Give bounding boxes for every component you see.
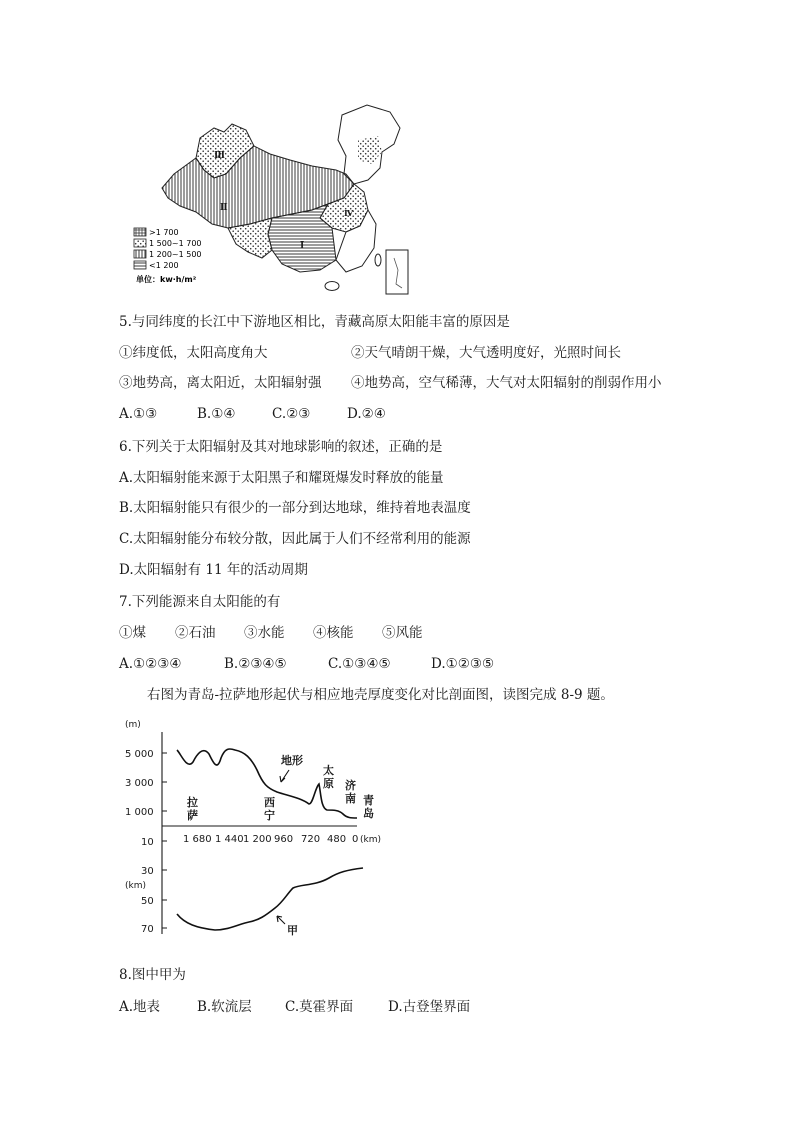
profile-x-tick-720: 720 bbox=[301, 834, 321, 845]
city-xining-1: 西 bbox=[264, 796, 275, 809]
profile-tick-10: 10 bbox=[141, 837, 154, 848]
profile-tick-70: 70 bbox=[141, 924, 154, 935]
q6-option-b[interactable]: B.太阳辐射能只有很少的一部分到达地球，维持着地表温度 bbox=[119, 500, 471, 516]
profile-tick-5000: 5 000 bbox=[125, 749, 154, 760]
profile-tick-50: 50 bbox=[141, 896, 154, 907]
qingdao-lasa-profile bbox=[125, 718, 395, 948]
q7-items bbox=[119, 624, 423, 642]
map-inset-box bbox=[386, 250, 408, 294]
profile-tick-1000: 1 000 bbox=[125, 807, 154, 818]
region-label-iii: Ⅲ bbox=[214, 151, 225, 161]
profile-x-tick-0: 0 bbox=[352, 834, 359, 845]
profile-x-tick-1440: 1 440 bbox=[215, 834, 244, 845]
city-qingdao-2: 岛 bbox=[363, 807, 374, 820]
q7-item-4: ④核能 bbox=[313, 625, 354, 641]
q5-option-c[interactable]: C.②③ bbox=[272, 406, 311, 422]
label-jia: 甲 bbox=[287, 924, 298, 937]
q6-option-c[interactable]: C.太阳辐射能分布较分散，因此属于人们不经常利用的能源 bbox=[119, 531, 471, 547]
q8-option-a[interactable]: A.地表 bbox=[119, 999, 161, 1015]
q5-statement-2: ②天气晴朗干燥，大气透明度好，光照时间长 bbox=[351, 345, 621, 361]
china-solar-radiation-map bbox=[132, 100, 412, 300]
city-lasa-2: 萨 bbox=[187, 809, 198, 822]
q7-option-a[interactable]: A.①②③④ bbox=[119, 656, 182, 672]
legend-item-2: 1 500~1 700 bbox=[149, 239, 202, 248]
q5-option-b[interactable]: B.①④ bbox=[197, 406, 236, 422]
profile-x-unit: (km) bbox=[360, 835, 382, 845]
q5-statements-row2 bbox=[119, 374, 662, 392]
q5-option-a[interactable]: A.①③ bbox=[119, 406, 158, 422]
city-jinan-2: 南 bbox=[345, 792, 356, 805]
q8-stem: 8.图中甲为 bbox=[119, 967, 186, 983]
q8-option-c[interactable]: C.莫霍界面 bbox=[285, 999, 354, 1015]
q6-option-d[interactable]: D.太阳辐射有 11 年的活动周期 bbox=[119, 562, 308, 578]
q7-options bbox=[119, 655, 494, 673]
q5-stem: 5.与同纬度的长江中下游地区相比，青藏高原太阳能丰富的原因是 bbox=[119, 314, 510, 330]
profile-tick-3000: 3 000 bbox=[125, 778, 154, 789]
q7-item-3: ③水能 bbox=[244, 625, 285, 641]
q7-stem: 7.下列能源来自太阳能的有 bbox=[119, 594, 281, 610]
q6-stem: 6.下列关于太阳辐射及其对地球影响的叙述，正确的是 bbox=[119, 439, 443, 455]
city-qingdao-1: 青 bbox=[363, 794, 374, 807]
profile-x-tick-1200: 1 200 bbox=[243, 834, 272, 845]
profile-x-tick-480: 480 bbox=[327, 834, 347, 845]
region-label-ii: Ⅱ bbox=[220, 203, 228, 213]
city-lasa-1: 拉 bbox=[187, 796, 198, 809]
city-xining-2: 宁 bbox=[264, 809, 275, 822]
profile-unit-m: (m) bbox=[125, 720, 141, 730]
q5-statement-1: ①纬度低，太阳高度角大 bbox=[119, 345, 268, 361]
city-taiyuan-2: 原 bbox=[323, 777, 334, 790]
q5-option-d[interactable]: D.②④ bbox=[347, 406, 386, 422]
q7-option-d[interactable]: D.①②③⑤ bbox=[431, 656, 495, 672]
profile-x-tick-1680: 1 680 bbox=[183, 834, 212, 845]
q5-statements-row1 bbox=[119, 344, 621, 362]
city-jinan-1: 济 bbox=[345, 779, 356, 792]
q8-options bbox=[119, 998, 470, 1016]
city-taiyuan-1: 太 bbox=[323, 764, 334, 777]
label-terrain: 地形 bbox=[281, 754, 303, 767]
q7-option-c[interactable]: C.①③④⑤ bbox=[328, 656, 391, 672]
map-hainan bbox=[325, 282, 339, 291]
map-taiwan bbox=[375, 254, 381, 266]
legend-item-4: <1 200 bbox=[149, 261, 179, 270]
legend-item-3: 1 200~1 500 bbox=[149, 250, 202, 259]
q8-9-intro: 右图为青岛-拉萨地形起伏与相应地壳厚度变化对比剖面图，读图完成 8-9 题。 bbox=[147, 687, 614, 703]
legend-unit: 单位：kw·h/m² bbox=[136, 275, 197, 284]
q7-option-b[interactable]: B.②③④⑤ bbox=[224, 656, 287, 672]
profile-y-tick-marks bbox=[162, 753, 167, 928]
q8-option-d[interactable]: D.古登堡界面 bbox=[388, 999, 471, 1015]
q6-option-a[interactable]: A.太阳辐射能来源于太阳黑子和耀斑爆发时释放的能量 bbox=[119, 470, 444, 486]
profile-unit-km-depth: (km) bbox=[125, 881, 147, 891]
legend-item-1: >1 700 bbox=[149, 228, 179, 237]
map-legend bbox=[134, 228, 202, 284]
q5-statement-3: ③地势高，离太阳近，太阳辐射强 bbox=[119, 375, 322, 391]
region-label-i: Ⅰ bbox=[300, 241, 305, 251]
q5-options bbox=[119, 405, 386, 423]
jia-line bbox=[177, 868, 363, 930]
q8-option-b[interactable]: B.软流层 bbox=[197, 999, 252, 1015]
q7-item-1: ①煤 bbox=[119, 625, 146, 641]
q7-item-2: ②石油 bbox=[175, 625, 216, 641]
q5-statement-4: ④地势高，空气稀薄，大气对太阳辐射的削弱作用小 bbox=[351, 375, 662, 391]
profile-tick-30: 30 bbox=[141, 866, 154, 877]
profile-x-tick-960: 960 bbox=[274, 834, 294, 845]
region-label-iv: Ⅳ bbox=[344, 208, 354, 218]
q7-item-5: ⑤风能 bbox=[382, 625, 423, 641]
